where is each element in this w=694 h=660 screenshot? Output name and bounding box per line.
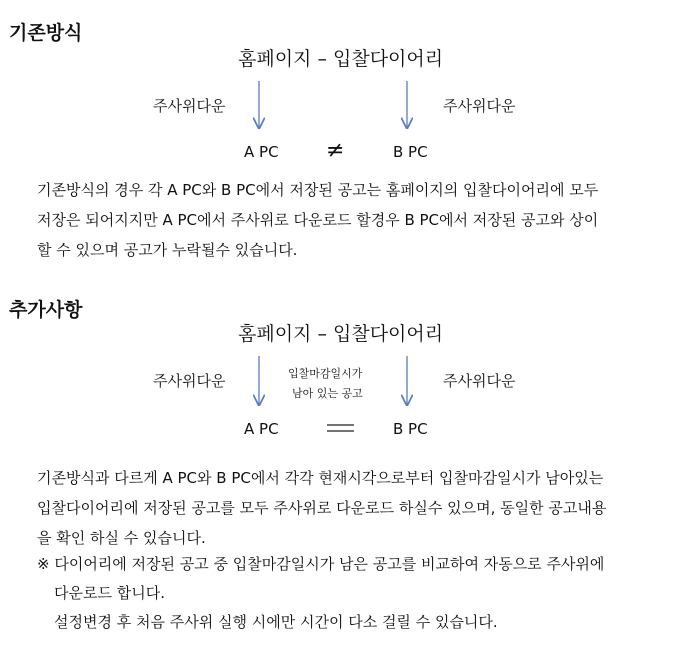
equals-sign: [327, 425, 354, 431]
section2-paragraph: [37, 463, 677, 553]
section2-node-b-pc: B PC: [393, 420, 428, 438]
section1-left-arrow-label: 주사위다운: [153, 97, 226, 115]
section1-node-b-pc: B PC: [393, 143, 428, 161]
section2-diagram-title: 홈페이지 – 입찰다이어리: [238, 323, 444, 345]
note-line: ※ 다이어리에 저장된 공고 중 입찰마감일시가 남은 공고를 비교하여 자동으로 주사위에: [37, 555, 605, 573]
middle-note-line1: 입찰마감일시가: [288, 367, 363, 380]
section2-right-arrow-label: 주사위다운: [443, 372, 516, 390]
section1-paragraph: [37, 175, 677, 265]
section2-left-arrow-label: 주사위다운: [153, 372, 226, 390]
paragraph-line: 을 확인 하실 수 있습니다.: [37, 529, 206, 547]
section2-node-a-pc: A PC: [244, 420, 279, 438]
paragraph-line: 기존방식의 경우 각 A PC와 B PC에서 저장된 공고는 홈페이지의 입찰다이어리에 모두: [37, 181, 599, 199]
section1-right-arrow-label: 주사위다운: [443, 97, 516, 115]
section2-title: 추가사항: [9, 299, 83, 321]
middle-note-line2: 남아 있는 공고: [292, 387, 363, 400]
paragraph-line: 저장은 되어지지만 A PC에서 주사위로 다운로드 할경우 B PC에서 저장된 공고와 상이: [37, 211, 599, 229]
section2-notes: [37, 550, 677, 637]
section1-title: 기존방식: [9, 22, 83, 44]
paragraph-line: 입찰다이어리에 저장된 공고를 모두 주사위로 다운로드 하실수 있으며, 동일한 공고내용: [37, 499, 607, 517]
paragraph-line: 기존방식과 다르게 A PC와 B PC에서 각각 현재시각으로부터 입찰마감일시가 남아있는: [37, 469, 604, 487]
note-line: 다운로드 합니다.: [54, 584, 165, 602]
not-equal-sign: ≠: [326, 138, 345, 163]
section1-diagram-title: 홈페이지 – 입찰다이어리: [238, 48, 444, 70]
section1-node-a-pc: A PC: [244, 143, 279, 161]
note-line: 설정변경 후 처음 주사위 실행 시에만 시간이 다소 걸릴 수 있습니다.: [54, 613, 498, 631]
paragraph-line: 할 수 있으며 공고가 누락될수 있습니다.: [37, 241, 298, 259]
